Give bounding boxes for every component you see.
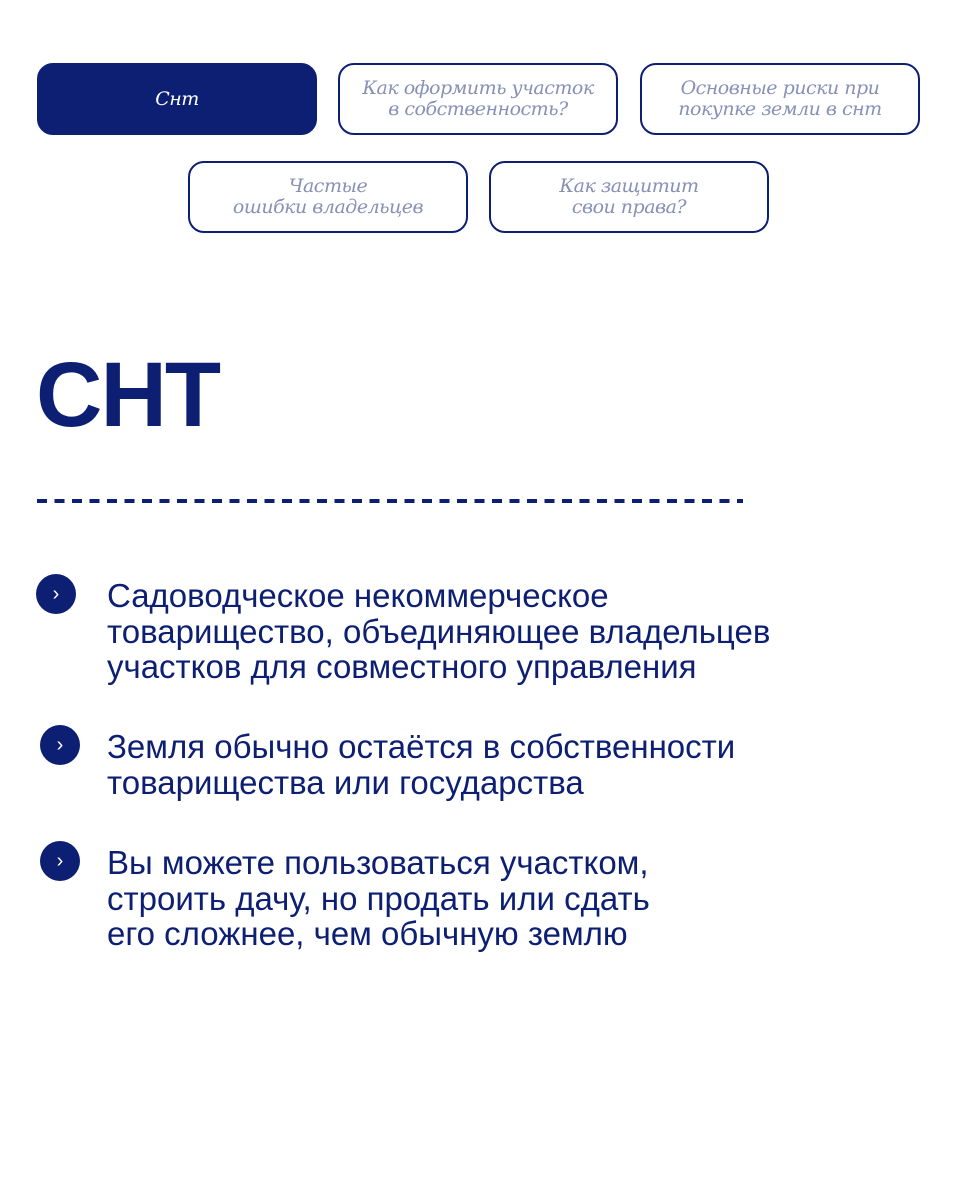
list-item xyxy=(36,578,867,685)
list-item-text: Земля обычно остаётся в собственности товарищества или государства xyxy=(107,728,736,801)
chevron-right-icon: › xyxy=(36,574,76,614)
list-item xyxy=(40,729,867,800)
tab-ownership[interactable] xyxy=(338,63,618,135)
page-title: СНТ xyxy=(36,344,220,446)
tab-mistakes[interactable] xyxy=(188,161,468,233)
dashed-divider xyxy=(37,499,743,503)
tab-snt[interactable] xyxy=(37,63,317,135)
tab-label: Основные риски при покупке земли в снт xyxy=(678,77,882,120)
tab-label: Как оформить участок в собственность? xyxy=(362,77,594,120)
chevron-right-icon: › xyxy=(40,841,80,881)
tab-protect-rights[interactable] xyxy=(489,161,769,233)
list-item-text: Вы можете пользоваться участком, строить дачу, но продать или сдать его сложнее, чем обычную землю xyxy=(107,844,650,952)
tab-label: Как защитит свои права? xyxy=(559,175,699,218)
tab-risks[interactable] xyxy=(640,63,920,135)
tab-label: Снт xyxy=(155,87,199,110)
list-item xyxy=(40,845,867,952)
list-item-text: Садоводческое некоммерческое товарищество, объединяющее владельцев участков для совместного управления xyxy=(107,577,771,685)
chevron-right-icon: › xyxy=(40,725,80,765)
tab-label: Частые ошибки владельцев xyxy=(232,175,424,218)
